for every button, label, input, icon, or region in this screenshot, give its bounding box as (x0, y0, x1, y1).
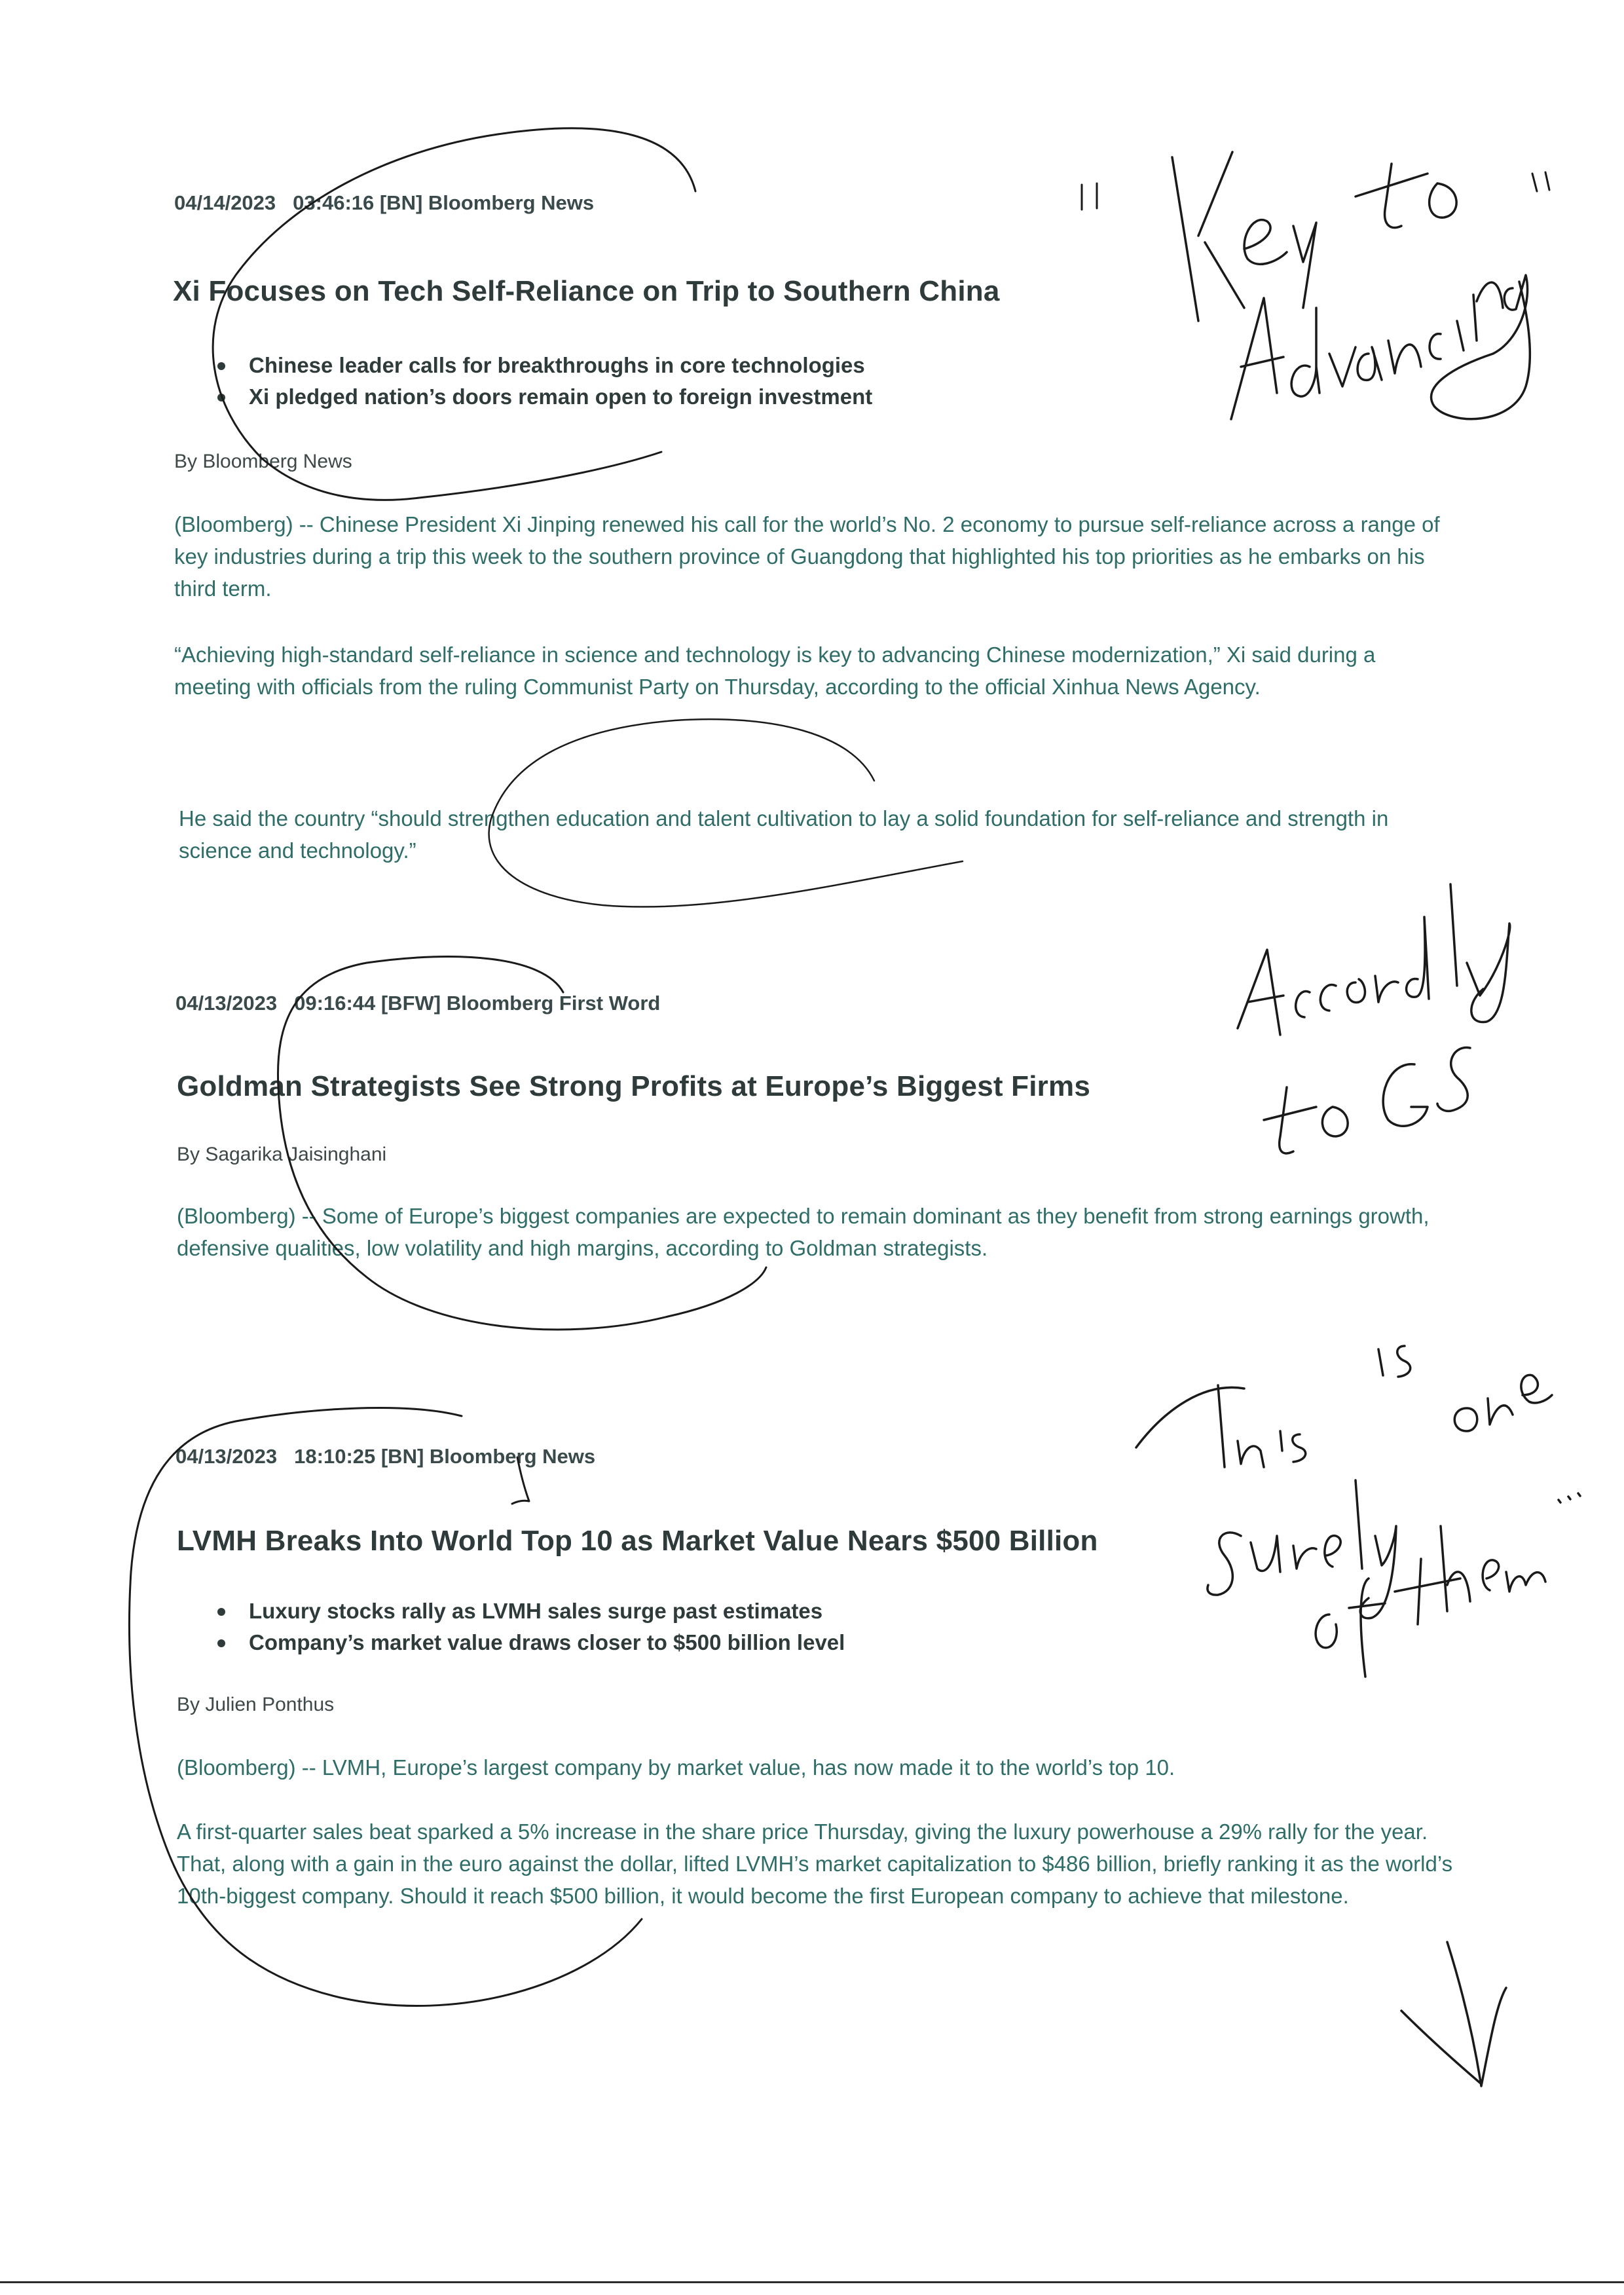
article-3-headline: LVMH Breaks Into World Top 10 as Market Value Nears $500 Billion (177, 1525, 1098, 1557)
handwritten-note-key-to-advancing (1082, 152, 1549, 419)
down-arrow-icon (1401, 1942, 1506, 2086)
bullet-item: Company’s market value draws closer to $500 billion level (211, 1627, 845, 1658)
bullet-item: Xi pledged nation’s doors remain open to foreign investment (211, 381, 872, 413)
bullet-item: Chinese leader calls for breakthroughs in core technologies (211, 350, 872, 381)
article-3-bullets (211, 1595, 845, 1658)
ink-loop-article-1-top (213, 128, 695, 500)
article-3-byline: By Julien Ponthus (177, 1694, 335, 1715)
article-3-paragraph-1: (Bloomberg) -- LVMH, Europe’s largest company by market value, has now made it to the world’s top 10. (177, 1755, 1175, 1780)
handwritten-note-according-to-gs (1238, 884, 1510, 1153)
article-1-paragraph-2: “Achieving high-standard self-reliance in science and technology is key to advancing Chinese modernization,” Xi said during a meeting with officials from the ruling Communist Party on Thursday, according to the official Xinhua News Agency. (174, 643, 1376, 699)
article-2-dateline (175, 992, 660, 1015)
article-3-time-source: 18:10:25 [BN] Bloomberg News (294, 1445, 596, 1468)
article-2-date: 04/13/2023 (175, 992, 278, 1015)
article-1-paragraph-1: (Bloomberg) -- Chinese President Xi Jinping renewed his call for the world’s No. 2 economy to pursue self-reliance across a range of key industries during a trip this week to the southern province of Guangdong that highlighted his top priorities as he embarks on his third term. (174, 512, 1440, 601)
article-2-time-source: 09:16:44 [BFW] Bloomberg First Word (294, 992, 661, 1015)
article-3-date: 04/13/2023 (175, 1445, 278, 1468)
article-1-byline: By Bloomberg News (174, 451, 352, 472)
article-1-bullets (211, 350, 872, 413)
article-1-time-source: 03:46:16 [BN] Bloomberg News (293, 191, 595, 214)
article-1-headline: Xi Focuses on Tech Self-Reliance on Trip to Southern China (173, 275, 1000, 307)
bullet-item: Luxury stocks rally as LVMH sales surge past estimates (211, 1595, 845, 1627)
article-2-paragraph-1: (Bloomberg) -- Some of Europe’s biggest companies are expected to remain dominant as they benefit from strong earnings growth, defensive qualities, low volatility and high margins, according to Goldman strategists. (177, 1204, 1430, 1260)
page-bottom-rule (0, 2281, 1624, 2283)
article-3-dateline (175, 1445, 595, 1468)
article-3-paragraph-2: A first-quarter sales beat sparked a 5% increase in the share price Thursday, giving the luxury powerhouse a 29% rally for the year. That, along with a gain in the euro against the dollar, lifted LVMH’s market capitalization to $486 billion, briefly ranking it as the world’s 10th-biggest company. Should it reach $500 billion, it would become the first European company to achieve that milestone. (177, 1819, 1453, 1908)
article-2-byline: By Sagarika Jaisinghani (177, 1144, 387, 1165)
article-1-paragraph-3: He said the country “should strengthen education and talent cultivation to lay a solid foundation for self-reliance and strength in science and technology.” (179, 806, 1389, 863)
article-1-date: 04/14/2023 (174, 191, 276, 214)
article-1-dateline (174, 191, 594, 215)
article-2-headline: Goldman Strategists See Strong Profits at Europe’s Biggest Firms (177, 1070, 1090, 1102)
handwritten-note-this-is-surely-one (1136, 1346, 1580, 1677)
